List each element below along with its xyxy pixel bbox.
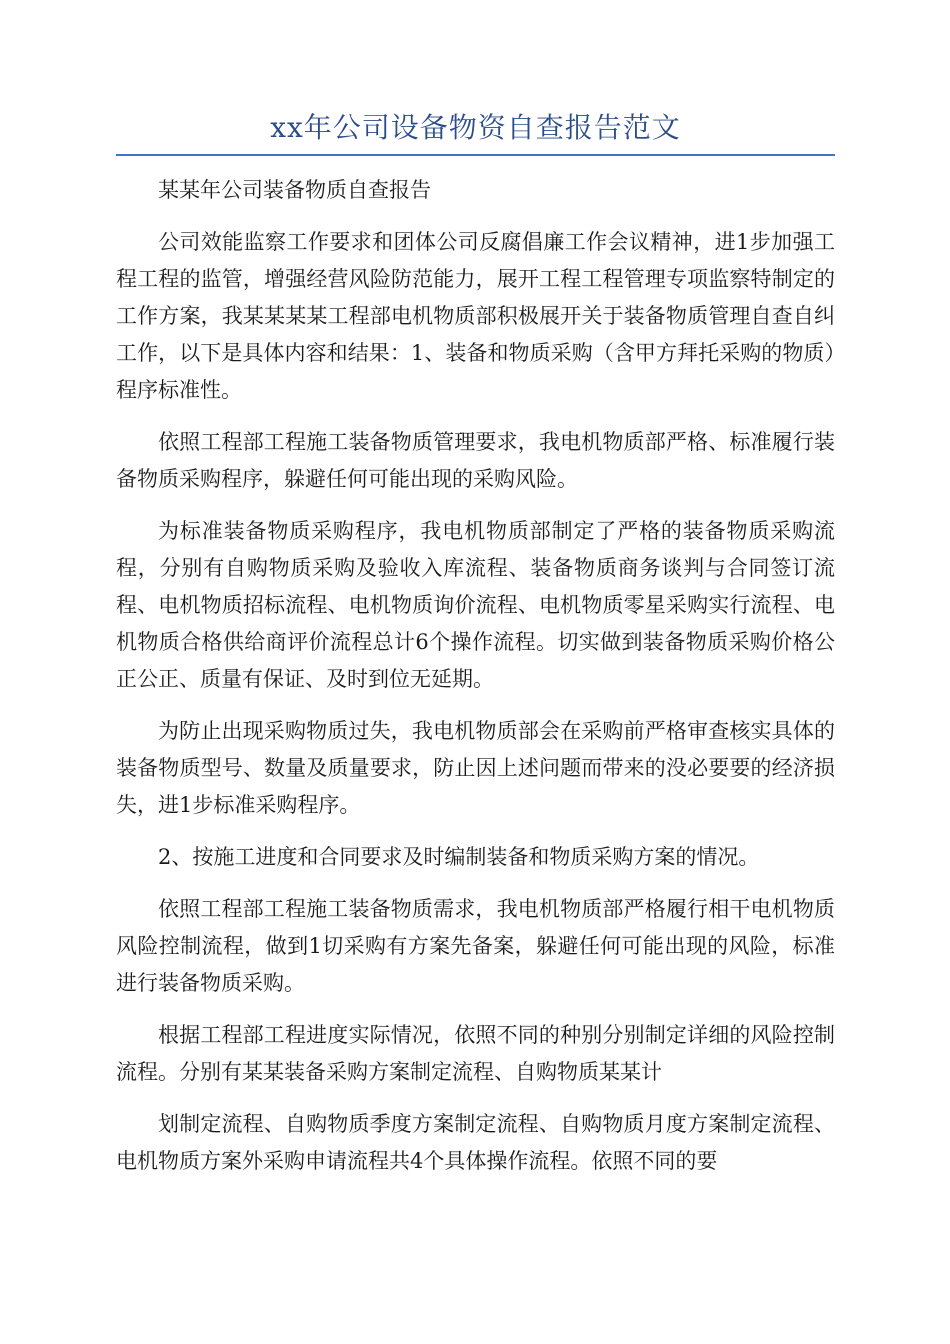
paragraph: 依照工程部工程施工装备物质需求，我电机物质部严格履行相干电机物质风险控制流程，做到1切采购有方案先备案，躲避任何可能出现的风险，标准进行装备物质采购。 (116, 897, 835, 995)
paragraph: 为防止出现采购物质过失，我电机物质部会在采购前严格审查核实具体的装备物质型号、数量及质量要求，防止因上述问题而带来的没必要要的经济损失，进1步标准采购程序。 (116, 719, 835, 817)
paragraph: 划制定流程、自购物质季度方案制定流程、自购物质月度方案制定流程、电机物质方案外采购申请流程共4个具体操作流程。依照不同的要 (116, 1112, 835, 1173)
paragraph: 为标准装备物质采购程序，我电机物质部制定了严格的装备物质采购流程，分别有自购物质采购及验收入库流程、装备物质商务谈判与合同签订流程、电机物质招标流程、电机物质询价流程、电机物质零星采购实行流程、电机物质合格供给商评价流程总计6个操作流程。切实做到装备物质采购价格公正公正、质量有保证、及时到位无延期。 (116, 519, 835, 691)
document-title: xx年公司设备物资自查报告范文 (270, 111, 681, 144)
paragraph-heading: 某某年公司装备物质自查报告 (158, 178, 431, 202)
paragraph: 根据工程部工程进度实际情况，依照不同的种别分别制定详细的风险控制流程。分别有某某装备采购方案制定流程、自购物质某某计 (116, 1023, 835, 1084)
paragraph: 依照工程部工程施工装备物质管理要求，我电机物质部严格、标准履行装备物质采购程序，躲避任何可能出现的采购风险。 (116, 430, 835, 491)
paragraph: 2、按施工进度和合同要求及时编制装备和物质采购方案的情况。 (158, 845, 760, 869)
paragraph: 公司效能监察工作要求和团体公司反腐倡廉工作会议精神，进1步加强工程工程的监管，增强经营风险防范能力，展开工程工程管理专项监察特制定的工作方案，我某某某某工程部电机物质部积极展开关于装备物质管理自查自纠工作，以下是具体内容和结果：1、装备和物质采购（含甲方拜托采购的物质）程序标准性。 (116, 230, 835, 402)
document-body (116, 172, 835, 1195)
title-underline (116, 154, 835, 156)
